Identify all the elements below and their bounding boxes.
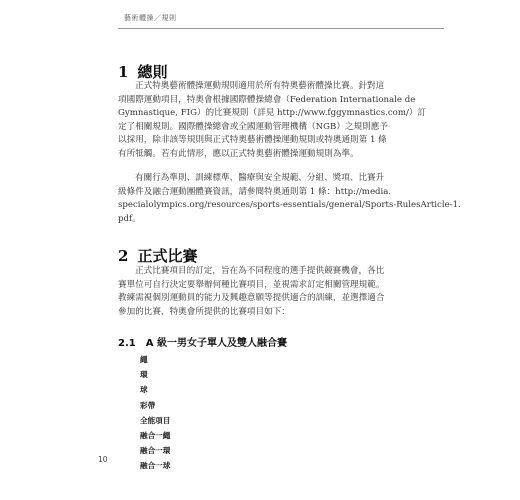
subsection-2-1-heading <box>118 334 287 349</box>
paragraph-line: 教練需視個別運動員的能力及興趣意願等提供適合的訓練，並選擇適合 <box>118 293 385 303</box>
event-item: 環 <box>140 370 148 380</box>
event-list <box>140 352 170 474</box>
paragraph-line: pdf。 <box>118 213 141 224</box>
paragraph-line: 有所牴觸。若有此情形，應以正式特奧藝術體操運動規則為準。 <box>118 148 359 159</box>
paragraph-line: 參加的比賽，特奧會所提供的比賽項目如下： <box>118 306 290 317</box>
event-item: 彩帶 <box>140 400 156 410</box>
event-item: 融合一環 <box>140 446 171 456</box>
paragraph-line: 正式特奧藝術體操運動規則適用於所有特奧藝術體操比賽。針對這 <box>135 81 385 91</box>
section-1-heading <box>118 61 167 82</box>
paragraph-line: 項國際運動項目，特奧會根據國際體操總會（Federation Internationale de <box>118 94 416 105</box>
paragraph-line: 以採用，除非該等規則與正式特奧藝術體操運動規則或特奧通則第 1 條 <box>118 135 387 145</box>
section-2-number: 2 <box>118 247 129 265</box>
section-2-title: 正式比賽 <box>137 247 198 265</box>
event-item: 繩 <box>140 355 148 364</box>
header-rule <box>118 28 444 29</box>
section-1-paragraph-2 <box>118 172 461 226</box>
running-head: 藝術體操／規則 <box>124 14 177 22</box>
event-item: 融合一球 <box>140 461 171 471</box>
paragraph-line: 級條件及融合運動團體賽資訊，請參閱特奧通則第 1 條：http://media. <box>118 186 392 197</box>
paragraph-line: 正式比賽項目的訂定，旨在為不同程度的選手提供競賽機會，各比 <box>135 266 385 276</box>
section-2-heading <box>118 245 197 266</box>
paragraph-line: 定了相關規則。國際體操總會或全國運動管理機構（NGB）之規則應予 <box>118 121 388 132</box>
event-item: 全能項目 <box>140 415 171 425</box>
paragraph-line: 有關行為準則、訓練標準、醫療與安全規範、分組、獎項、比賽升 <box>135 173 385 183</box>
event-item: 球 <box>140 385 148 395</box>
paragraph-line: specialolympics.org/resources/sports-essentials/general/Sports-RulesArticle-1. <box>118 200 461 210</box>
subsection-title: A 級一男女子單人及雙人融合賽 <box>145 338 287 349</box>
subsection-number: 2.1 <box>118 338 136 349</box>
section-1-number: 1 <box>118 63 129 81</box>
page-number: 10 <box>98 455 108 464</box>
paragraph-line: 賽單位可自行決定要舉辦何種比賽項目，並視需求訂定相關管理規範。 <box>118 279 385 290</box>
section-2-paragraph-1 <box>118 265 414 319</box>
section-1-title: 總則 <box>137 63 168 81</box>
event-item: 融合一繩 <box>140 430 171 440</box>
paragraph-line: Gymnastique, FIG）的比賽規則（詳見 http://www.fggymnastics.com/）訂 <box>118 108 427 118</box>
section-1-paragraph-1 <box>118 80 427 161</box>
